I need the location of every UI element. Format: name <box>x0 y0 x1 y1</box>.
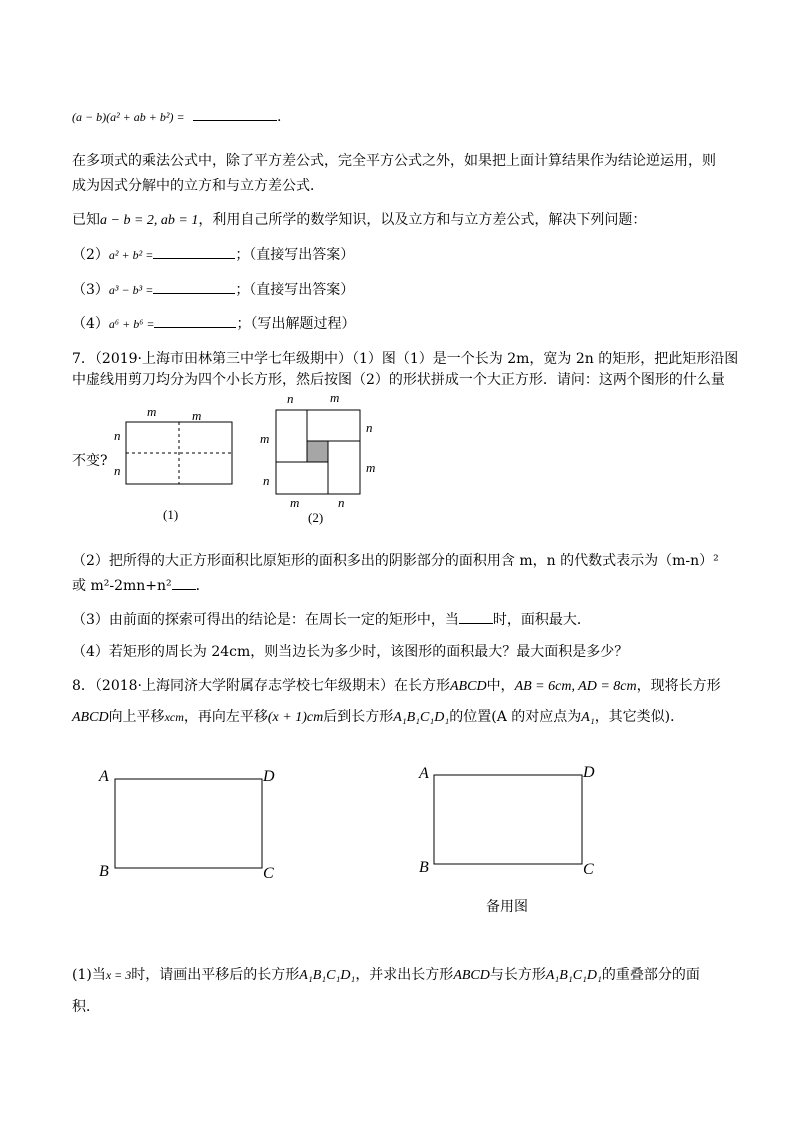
figure-2-label-n-left: n <box>263 473 270 488</box>
q7-part-3: （3）由前面的探索可得出的结论是：在周长一定的矩形中，当 时，面积最大． <box>72 612 591 628</box>
q8-figure-left <box>95 762 295 892</box>
q8-figure-right <box>415 760 615 920</box>
figure-2-label-m-right: m <box>366 460 376 475</box>
formula-line: (a − b)(a² + ab + b²) = . <box>72 109 282 125</box>
figure-1-label-m-right: m <box>192 408 202 423</box>
subq-2: （2）a² + b² = ；（直接写出答案） <box>72 247 355 263</box>
q8-figure-right-label-c: C <box>583 861 594 878</box>
answer-blank <box>153 246 235 259</box>
answer-blank <box>193 108 277 121</box>
q8-figure-right-rectangle <box>434 775 582 864</box>
intro-line-2: 成为因式分解中的立方和与立方差公式． <box>72 178 324 194</box>
figure-2-caption: (2) <box>308 510 324 525</box>
q8-line-2: ABCD向上平移xcm，再向左平移(x + 1)cm后到长方形A₁B₁C₁D₁的位置(A 的对应点为A₁，其它类似)． <box>72 709 685 725</box>
figure-1-label-n-top: n <box>114 428 121 443</box>
figure-2-label-n-bottom: n <box>338 495 345 510</box>
subq-3: （3）a³ − b³ = ；（直接写出答案） <box>72 282 355 298</box>
q8-figure-right-label-d: D <box>583 764 595 781</box>
answer-blank <box>153 281 235 294</box>
intro-line-1: 在多项式的乘法公式中，除了平方差公式，完全平方公式之外，如果把上面计算结果作为结论逆运用，则 <box>72 153 716 169</box>
q7-line-2: 中虚线用剪刀均分为四个小长方形，然后按图（2）的形状拼成一个大正方形．请问：这两个图形的什么量 <box>72 372 725 388</box>
q8-figure-right-label-a: A <box>419 765 429 782</box>
q7-line-3: 不变? <box>72 453 108 469</box>
figure-2-label-n-top: n <box>287 391 294 406</box>
figure-1-caption: (1) <box>163 507 179 522</box>
q8-line-1: 8．（2018·上海同济大学附属存志学校七年级期末）在长方形ABCD中，AB = 6cm, AD = 8cm，现将长方形 <box>72 678 721 694</box>
figure-1-label-n-bottom: n <box>114 463 121 478</box>
q8-figure-left-rectangle <box>115 779 262 868</box>
q8-figure-left-label-a: A <box>99 768 109 785</box>
q7-part-4: （4）若矩形的周长为 24cm，则当边长为多少时，该图形的面积最大？最大面积是多少？ <box>72 644 629 660</box>
given-math: a − b = 2, ab = 1 <box>100 213 199 228</box>
q8-part-1-line-1: (1)当x = 3时，请画出平移后的长方形A₁B₁C₁D₁，并求出长方形ABCD与长方形A₁B₁C₁D₁的重叠部分的面 <box>72 967 700 983</box>
figure-1-label-m-left: m <box>147 404 157 419</box>
figure-2-label-m-top: m <box>330 390 340 405</box>
q7-part-2-line-2: 或 m²-2mn+n² ． <box>72 578 210 594</box>
q8-figure-right-label-b: B <box>419 859 429 876</box>
figure-2-label-m-left: m <box>260 431 270 446</box>
q8-part-1-line-2: 积． <box>72 999 100 1015</box>
answer-blank <box>459 611 493 624</box>
figure-2 <box>255 388 385 528</box>
q8-figure-left-label-c: C <box>263 865 274 882</box>
figure-2-label-n-right: n <box>366 420 373 435</box>
figure-1 <box>110 402 250 532</box>
figure-2-shaded-square <box>307 441 328 462</box>
figure-2-label-m-bottom: m <box>290 495 300 510</box>
q8-figure-left-label-d: D <box>263 768 275 785</box>
q7-line-1: 7．（2019·上海市田林第三中学七年级期中）（1）图（1）是一个长为 2m，宽为 2n 的矩形，把此矩形沿图 <box>72 351 739 367</box>
q8-figure-left-label-b: B <box>99 863 109 880</box>
subq-4: （4）a⁶ + b⁶ = ；（写出解题过程） <box>72 316 356 332</box>
formula-expression: (a − b)(a² + ab + b²) = <box>72 110 185 124</box>
q8-figure-right-caption: 备用图 <box>486 899 528 915</box>
given-line: 已知a − b = 2, ab = 1，利用自己所学的数学知识，以及立方和与立方差公式，解决下列问题： <box>72 212 647 228</box>
answer-blank <box>154 315 236 328</box>
q7-part-2-line-1: （2）把所得的大正方形面积比原矩形的面积多出的阴影部分的面积用含 m，n 的代数式表示为（m-n）² <box>72 553 719 569</box>
answer-blank <box>172 577 196 590</box>
